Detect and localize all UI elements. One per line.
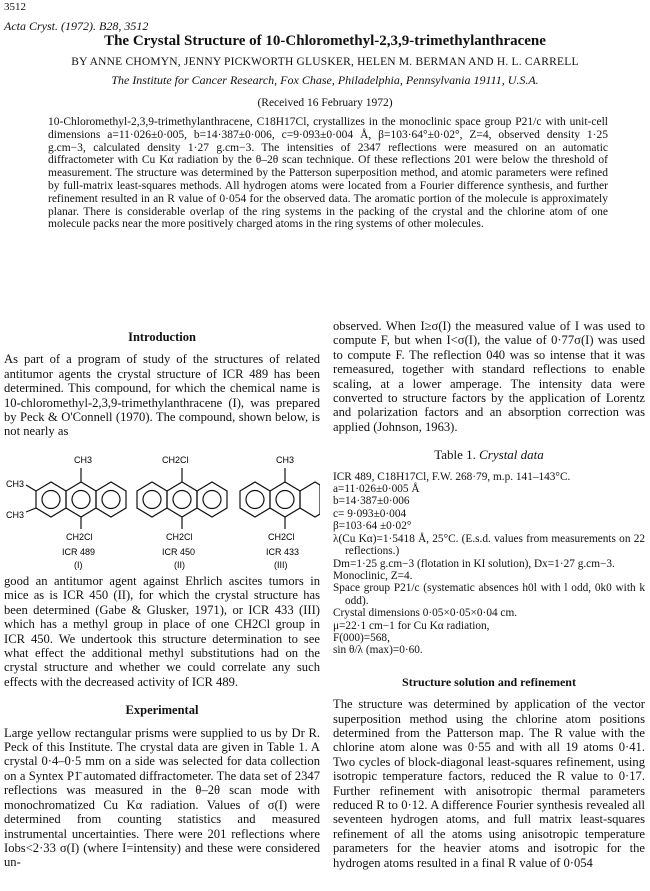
table1-title-suffix: Crystal data [479, 447, 544, 463]
table1-line: c= 9·093±0·004 [333, 507, 407, 520]
table1-line: Crystal dimensions 0·05×0·05×0·04 cm. [333, 607, 518, 620]
right-column [333, 319, 645, 870]
structure1-name: ICR 489 [62, 547, 96, 557]
article-title: The Crystal Structure of 10-Chloromethyl-2,3,9-trimethylanthracene [104, 33, 546, 49]
table1-line: F(000)=568, [333, 631, 390, 644]
table1-line: sin θ/λ (max)=0·60. [333, 644, 423, 657]
table1-line: Monoclinic, Z=4. [333, 569, 413, 582]
table1-line: β=103·64 ±0·02° [333, 520, 412, 533]
structure3-top-label: CH3 [276, 455, 295, 465]
structure2-name: ICR 450 [162, 547, 196, 557]
table1-line: b=14·387±0·006 [333, 495, 410, 508]
introduction-para1: As part of a program of study of the structures of related antitumor agents the crystal structure of ICR 489 has been determined. This compound, for which the chemical name is 10-chloromethyl-2,3,9-trimethylanthracene (I), was prepared by Peck & O'Connell (1970). The compound, shown below, is not nearly as [4, 352, 320, 439]
structure1-bottom-label: CH2Cl [66, 532, 93, 542]
table1-line: μ=22·1 cm−1 for Cu Kα radiation, [333, 619, 490, 632]
solution-para: The structure was determined by application of the vector superposition method using the chlorine atom positions determined from the Patterson map. The R value with the chlorine atom alone was 0·55 and with all 19 atoms 0·41. Two cycles of block-diagonal least-squares refinement, using isotropic temperature factors, reduced the R value to 0·17. Further refinement with anisotropic thermal parameters reduced R to 0·12. A difference Fourier synthesis revealed all seventeen hydrogen atoms, and full matrix least-squares refinement of all the atoms using anisotropic temperature parameters for the heavier atoms and isotropic for the hydrogen atoms resulted in a final R value of 0·054 [333, 697, 645, 870]
structure3-name: ICR 433 [266, 547, 300, 557]
table1-crystal-data [333, 471, 645, 657]
structure-icr-450 [137, 455, 227, 570]
experimental-continued: observed. When I≥σ(I) the measured value of I was used to compute F, but when I<σ(I), the value of 0·77σ(I) was used to compute F. The reflection 040 was so intense that it was remeasured, together with standard reflections to enable scaling, at a lower amperage. The intensity data were converted to structure factors by the application of Lorentz and polarization factors and an absorption correction was applied (Johnson, 1963). [333, 319, 645, 434]
structure3-bottom-label: CH2Cl [268, 532, 295, 542]
table1-title [333, 448, 645, 462]
table1-line: λ(Cu Kα)=1·5418 Å, 25°C. (E.s.d. values from measurements on 22 reflections.) [333, 532, 645, 558]
structure3-numeral: (III) [274, 560, 288, 570]
chemical-structures-figure [4, 452, 320, 570]
structure1-left-top-label: CH3 [6, 479, 25, 489]
experimental-para: Large yellow rectangular prisms were supplied to us by Dr R. Peck of this Institute. The crystal data are given in Table 1. A crystal 0·4–0·5 mm on a side was selected for data collection on a Syntex P1̄ automated diffractometer. The data set of 2347 reflections was measured in the θ–2θ scan mode with monochromatized Cu Kα radiation. Values of σ(I) were determined from counting statistics and measured instrumental uncertainties. There were 201 reflections where Iobs<2·33 σ(I) (where I=intensity) and these were considered un- [4, 725, 320, 870]
solution-heading: Structure solution and refinement [402, 674, 576, 689]
left-column-lower [4, 574, 320, 870]
received-date: (Received 16 February 1972) [257, 97, 393, 109]
introduction-heading: Introduction [128, 330, 196, 344]
abstract: 10-Chloromethyl-2,3,9-trimethylanthracene, C18H17Cl, crystallizes in the monoclinic space group P21/c with unit-cell dimensions a=11·026±0·005, b=14·387±0·006, c=9·093±0·004 Å, β=103·64°±0·02°, Z=4, observed density 1·25 g.cm−3, calculated density 1·27 g.cm−3. The intensities of 2347 reflections were measured on an automatic diffractometer with Cu Kα radiation by the θ–2θ scan technique. Of these reflections 201 were below the threshold of measurement. The structure was determined by the Patterson superposition method, and atomic parameters were refined by full-matrix least-squares methods. All hydrogen atoms were located from a Fourier difference synthesis, and further refinement resulted in an R value of 0·054 for the observed data. The aromatic portion of the molecule is approximately planar. There is considerable overlap of the ring systems in the packing of the crystal and the chlorine atom of one molecule packs near the more positively charged atoms in the ring systems of other molecules. [48, 116, 608, 231]
table1-line: Dm=1·25 g.cm−3 (flotation in KI solution), Dx=1·27 g.cm−3. [333, 557, 615, 570]
table1-line: ICR 489, C18H17Cl, F.W. 268·79, m.p. 141–143°C. [333, 470, 571, 483]
author-list: BY ANNE CHOMYN, JENNY PICKWORTH GLUSKER, HELEN M. BERMAN AND H. L. CARRELL [71, 56, 579, 68]
structure1-numeral: (I) [74, 560, 83, 570]
structure1-left-bottom-label: CH3 [6, 510, 25, 520]
structure1-top-label: CH3 [74, 455, 93, 465]
structure2-numeral: (II) [174, 560, 185, 570]
structure-icr-433 [240, 455, 320, 570]
table1-title-prefix: Table 1. [434, 447, 476, 463]
affiliation: The Institute for Cancer Research, Fox Chase, Philadelphia, Pennsylvania 19111, U.S.A. [111, 73, 539, 87]
page-number: 3512 [4, 1, 26, 13]
table1-line: Space group P21/c (systematic absences h0l with l odd, 0k0 with k odd). [333, 582, 645, 607]
table1-line: a=11·026±0·005 Å [333, 483, 420, 496]
structure2-bottom-label: CH2Cl [166, 532, 193, 542]
experimental-heading: Experimental [125, 703, 199, 718]
structure2-top-label: CH2Cl [162, 455, 189, 465]
journal-citation: Acta Cryst. (1972). B28, 3512 [4, 19, 149, 33]
left-column [4, 330, 320, 439]
introduction-para2: good an antitumor agent against Ehrlich ascites tumors in mice as is ICR 450 (II), for which the crystal structure has been determined (Gabe & Glusker, 1971), or ICR 433 (III) which has a methyl group in place of one CH2Cl group in ICR 450. We undertook this structure determination to see what effect the additional methyl substitutions had on the crystal structure and whether we could correlate any such effects with the decreased activity of ICR 489. [4, 574, 320, 689]
structure-icr-489 [6, 455, 126, 570]
